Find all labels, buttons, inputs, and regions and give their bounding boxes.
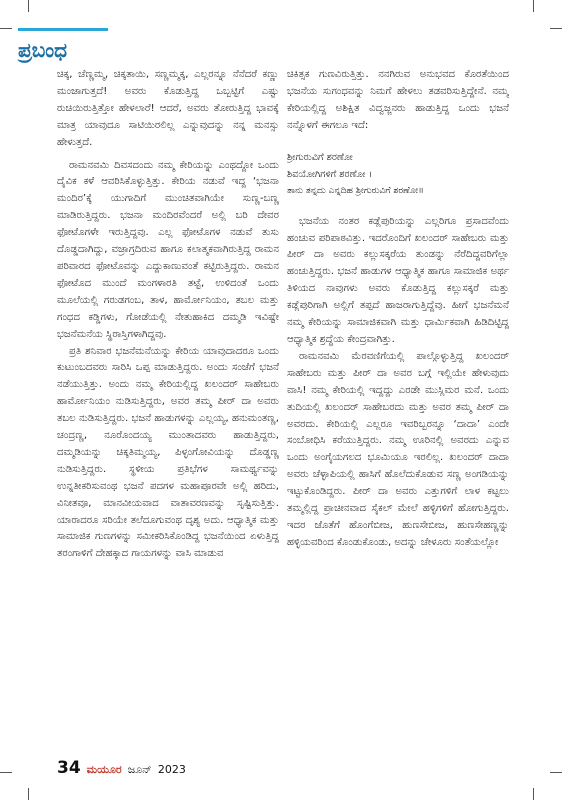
section-title: ಪ್ರಬಂಧ [18,38,68,62]
crop-mark [533,788,534,800]
paragraph: ಚಿಕಿತ್ಸಕ ಗುಣವಿರುತ್ತಿತ್ತು. ನನಗಿರುವ ಅನುಭವದ ಕೊರತೆಯಿಂದ ಭಜನೆಯ ಸುಗಂಧವನ್ನು ನಿಮಗೆ ಹೇಳಲು ತಡವರಿಸುತ್ತಿದ್ದೇನೆ. ನಮ್ಮ ಕೇರಿಯಲ್ಲಿದ್ದ ಅಶಿಕ್ಷಿತ ವಿದ್ವಜ್ಜನರು ಹಾಡುತ್ತಿದ್ದ ಒಂದು ಭಜನೆ ನನ್ನೊಳಗೆ ಈಗಲೂ ಇದೆ: [287,69,509,131]
crop-mark [28,0,29,12]
right-column [287,67,509,764]
verse-line: ಶ್ರೀಗುರುವಿಗೆ ಶರಣೋ [287,151,353,163]
left-column [57,67,279,764]
crop-mark [0,772,12,773]
crop-mark [28,788,29,800]
bhajan-verse [287,149,509,200]
page-number: 34 [57,758,81,778]
page-footer [57,758,186,778]
crop-mark [533,0,534,12]
issue-year: 2023 [157,763,186,776]
paragraph: ಪ್ರತಿ ಶನಿವಾರ ಭಜನೆಮನೆಯನ್ನು ಕೇರಿಯ ಯಾವುದಾದರೂ ಒಂದು ಕುಟುಂಬದವರು ಸಾರಿಸಿ ಒಪ್ಪ ಮಾಡುತ್ತಿದ್ದರು. ಅಂದು ಸಂಜೆಗೆ ಭಜನೆ ನಡೆಯುತ್ತಿತ್ತು. ಅಂದು ನಮ್ಮ ಕೇರಿಯಲ್ಲಿದ್ದ ಖಲಂದರ್ ಸಾಹೇಬರು ಹಾರ್ಮೋನಿಯಂ ನುಡಿಸುತ್ತಿದ್ದರು, ಅವರ ತಮ್ಮ ಪೀರ್ ದಾ ಅವರು ತಬಲ ನುಡಿಸುತ್ತಿದ್ದರು. ಭಜನೆ ಹಾಡುಗಳನ್ನು ಎಲ್ಲಯ್ಯ, ಹನುಮಂತಣ್ಣ, ಚಂದ್ರಣ್ಣ, ನೂರೊಂದಯ್ಯ ಮುಂತಾದವರು ಹಾಡುತ್ತಿದ್ದರು, ದಮ್ಮಡಿಯನ್ನು ಚಿಕ್ಕತಿಮ್ಮಯ್ಯ, ಪಿಳ್ಳಂಗೋವಿಯನ್ನು ದೊಡ್ಡಣ್ಣ ನುಡಿಸುತ್ತಿದ್ದರು. ಸ್ಥಳೀಯ ಪ್ರತಿಭೆಗಳ ಸಾಮರ್ಥ್ಯವನ್ನು ಉನ್ನತೀಕರಿಸುವಂಥ ಭಜನೆ ಪದಗಳ ಮಹಾಪೂರವೇ ಅಲ್ಲಿ ಹರಿದು, ವಿನೀತವೂ, ಮಾನವೀಯವಾದ ವಾತಾವರಣವನ್ನು ಸೃಷ್ಟಿಸುತ್ತಿತ್ತು. ಯಾರಾದರೂ ಸರಿಯೇ ತಲೆದೂಗುವಂಥ ದೃಶ್ಯ ಅದು. ಆಧ್ಯಾತ್ಮಿಕ ಮತ್ತು ಸಾಮಾಜಿಕ ಗುಣಗಳನ್ನು ಸಮೀಕರಿಸಿಕೊಂಡಿದ್ದ ಭಜನೆಯಿಂದ ಏಳುತ್ತಿದ್ದ ತರಂಗಾಳಿಗೆ ದೇಹಕ್ಕಾದ ಗಾಯಗಳನ್ನು ವಾಸಿ ಮಾಡುವ [57,345,279,560]
verse-line: ತಾನು ತನ್ನದು ಎನ್ನದಿಹ ಶ್ರೀಗುರುವಿಗೆ ಶರಣೋ॥ [287,185,424,196]
paragraph: ರಾಮನವಮಿ ದಿವಸದಂದು ನಮ್ಮ ಕೇರಿಯನ್ನು ಎಂಥದ್ದೋ ಒಂದು ದೈವಿಕ ಕಳೆ ಆವರಿಸಿಕೊಳ್ಳುತ್ತಿತ್ತು. ಕೇರಿಯ ನಡುವೆ ಇದ್ದ ‘ಭಜನಾ ಮಂದಿರ’ಕ್ಕೆ ಯುಗಾದಿಗೆ ಮುಂಚಿತವಾಗಿಯೇ ಸುಣ್ಣ-ಬಣ್ಣ ಮಾಡಿರುತ್ತಿದ್ದರು. ಭಜನಾ ಮಂದಿರವೆಂದರೆ ಅಲ್ಲಿ ಬರಿ ದೇವರ ಫೋಟೊಗಳೇ ಇರುತ್ತಿದ್ದವು. ಎಲ್ಲ ಫೋಟೊಗಳ ನಡುವೆ ತುಸು ದೊಡ್ಡದಾಗಿದ್ದು, ವಜ್ರಾಗ್ರದಿರುವ ಹಾಗೂ ಕಲಾತ್ಮಕವಾಗಿರುತ್ತಿದ್ದ ರಾಮನ ಪರಿವಾರದ ಫೋಟೊವನ್ನು ಎದ್ದುಕಾಣುವಂತೆ ಕಟ್ಟಿರುತ್ತಿದ್ದರು. ರಾಮನ ಫೋಟೊದ ಮುಂದೆ ಮಂಗಳಾರತಿ ತಟ್ಟೆ, ಉಳಿದಂತೆ ಒಂದು ಮೂಲೆಯಲ್ಲಿ ಗರುಡಗಂಬ, ತಾಳ, ಹಾರ್ಮೋನಿಯಂ, ತಬಲ ಮತ್ತು ಗಂಧದ ಕಡ್ಡಿಗಳು, ಗೋಡೆಯಲ್ಲಿ ನೇತುಹಾಕಿದ ದಮ್ಮಡಿ ಇವಿಷ್ಟೇ ಭಜನೆಮನೆಯ ಸ್ಥಿರಾಸ್ತಿಗಳಾಗಿದ್ದವು. [57,159,279,340]
verse-line: ಶಿವಯೋಗಿಗಳಿಗೆ ಶರಣೋ । [287,168,373,180]
issue-month: ಜೂನ್ [127,763,152,776]
paragraph: ಚಿಕ್ಕ, ಚೆಣ್ಣಮ್ಮ, ಚಿಕ್ಕತಾಯಿ, ಸಣ್ಣಮ್ಮಕ್ಕ, ಎಲ್ಲರನ್ನೂ ನೆನೆದರೆ ಕಣ್ಣು ಮಂಜಾಗುತ್ತದೆ! ಅವರು ಕೊಡುತ್ತಿದ್ದ ಒಬ್ಬಟ್ಟಿಗೆ ಎಷ್ಟು ರುಚಿಯಿರುತ್ತಿತ್ತೋ ಹೇಳಲಾರೆ! ಆದರೆ, ಅವರು ತೋರುತ್ತಿದ್ದ ಭಾವಕ್ಕೆ ಮಾತ್ರ ಯಾವುದೂ ಸಾಟಿಯಿರಲಿಲ್ಲ ಎನ್ನುವುದನ್ನು ನನ್ನ ಮನಸ್ಸು ಹೇಳುತ್ತದೆ. [57,69,279,148]
header-accent-rule [18,28,108,31]
crop-mark [0,28,12,29]
crop-mark [550,28,562,29]
paragraph: ರಾಮನವಮಿ ಮೆರವಣಿಗೆಯಲ್ಲಿ ಪಾಲ್ಗೊಳ್ಳುತ್ತಿದ್ದ ಖಲಂದರ್ ಸಾಹೇಬರು ಮತ್ತು ಪೀರ್ ದಾ ಅವರ ಬಗ್ಗೆ ಇಲ್ಲಿಯೇ ಹೇಳುವುದು ವಾಸಿ! ನಮ್ಮ ಕೇರಿಯಲ್ಲಿ ಇದ್ದದ್ದು ಎರಡೇ ಮುಸ್ಲಿಮರ ಮನೆ. ಒಂದು ತುದಿಯಲ್ಲಿ ಖಲಂದರ್ ಸಾಹೇಬರದು ಮತ್ತು ಅವರ ತಮ್ಮ ಪೀರ್ ದಾ ಅವರದು. ಕೇರಿಯಲ್ಲಿ ಎಲ್ಲರೂ ಇವರಿಬ್ಬರನ್ನೂ ‘ದಾದಾ’ ಎಂದೇ ಸಂಬೋಧಿಸಿ ಕರೆಯುತ್ತಿದ್ದರು. ನಮ್ಮ ಊರಿನಲ್ಲಿ ಅವರದು ಎನ್ನುವ ಒಂದು ಅಂಗೈಯಗಲದ ಭೂಮಿಯೂ ಇರಲಿಲ್ಲ. ಖಲಂದರ್ ದಾದಾ ಅವರು ಚೆಳ್ಳಾಪಿಯಲ್ಲಿ ಹಾಸಿಗೆ ಹೊಲೆದುಕೊಡುವ ಸಣ್ಣ ಅಂಗಡಿಯನ್ನು ಇಟ್ಟುಕೊಂಡಿದ್ದರು. ಪೀರ್ ದಾ ಅವರು ಎತ್ತುಗಳಿಗೆ ಲಾಳ ಕಟ್ಟಲು ತಮ್ಮಲ್ಲಿದ್ದ ಪ್ರಾಚೀನವಾದ ಸೈಕಲ್ ಮೇಲೆ ಹಳ್ಳಿಗಳಿಗೆ ಹೋಗುತ್ತಿದ್ದರು. ಇದರ ಜೊತೆಗೆ ಹೊಂಗೆಬೀಜ, ಹುಣಸೇಬೀಜ, ಹುಣಸೇಹಣ್ಣನ್ನು ಹಳ್ಳಿಯವರಿಂದ ಕೊಂಡುಕೊಂಡು, ಅದನ್ನು ಚೇಳೂರು ಸಂತೆಯಲ್ಲೋ [287,350,509,548]
crop-mark [550,772,562,773]
paragraph: ಭಜನೆಯ ನಂತರ ಕಡ್ಲೆಪುರಿಯನ್ನು ಎಲ್ಲರಿಗೂ ಪ್ರಸಾದವೆಂದು ಹಂಚುವ ಪರಿಪಾಠವಿತ್ತು. ಇದರೊಂದಿಗೆ ಖಲಂದರ್ ಸಾಹೇಬರು ಮತ್ತು ಪೀರ್ ದಾ ಅವರು ಕಲ್ಲುಸಕ್ಕರೆಯ ತುಂಡನ್ನು ನೆರೆದಿದ್ದವರಿಗೆಲ್ಲಾ ಹಂಚುತ್ತಿದ್ದರು. ಭಜನೆ ಹಾಡುಗಳ ಆಧ್ಯಾತ್ಮಿಕ ಹಾಗೂ ಸಾಮಾಜಿಕ ಅರ್ಥ ತಿಳಿಯದ ನಾವುಗಳು ಅವರು ಕೊಡುತ್ತಿದ್ದ ಕಲ್ಲುಸಕ್ಕರೆ ಮತ್ತು ಕಡ್ಲೆಪುರಿಗಾಗಿ ಅಲ್ಲಿಗೆ ತಪ್ಪದೆ ಹಾಜರಾಗುತ್ತಿದ್ದೆವು. ಹೀಗೆ ಭಜನೆಮನೆ ನಮ್ಮ ಕೇರಿಯನ್ನು ಸಾಮಾಜಿಕವಾಗಿ ಮತ್ತು ಧಾರ್ಮಿಕವಾಗಿ ಹಿಡಿದಿಟ್ಟಿದ್ದ ಆಧ್ಯಾತ್ಮಿಕ ಶ್ರದ್ಧೆಯ ಕೇಂದ್ರವಾಗಿತ್ತು. [287,215,509,345]
magazine-logo: ಮಯೂರ [86,763,122,776]
